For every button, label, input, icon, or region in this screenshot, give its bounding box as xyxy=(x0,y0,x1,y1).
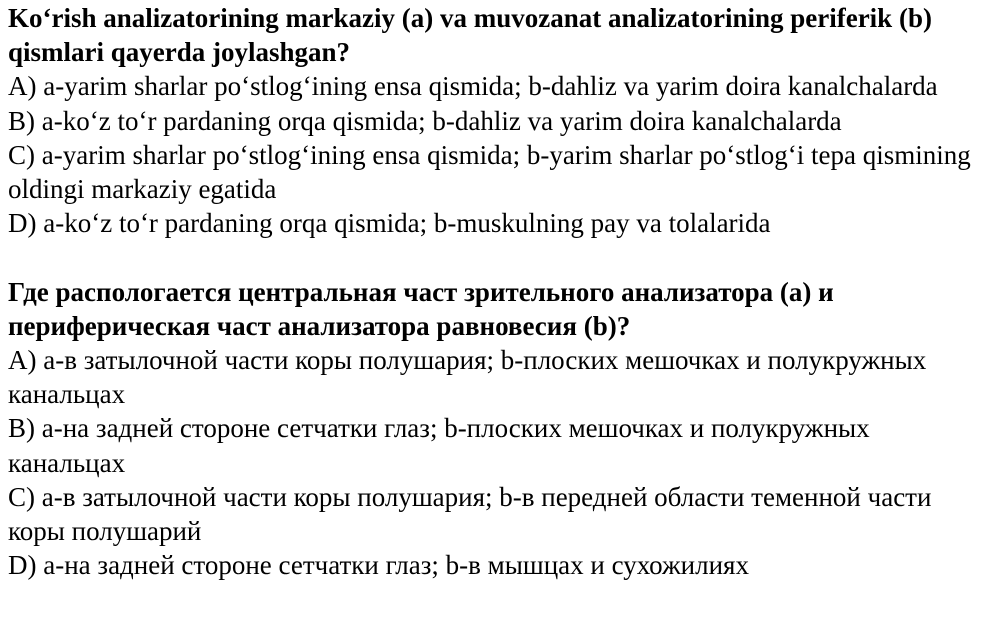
answer-option-d: D) a-ko‘z to‘r pardaning orqa qismida; b-muskulning pay va tolalarida xyxy=(8,208,771,239)
answer-option-c: С) а-в затылочной части коры полушария; b-в передней области теменной части коры полушарий xyxy=(8,481,932,547)
answer-option-b: В) а-на задней стороне сетчатки глаз; b-плоских мешочках и полукружных канальцах xyxy=(8,413,870,478)
question-block-uz xyxy=(8,1,988,240)
answer-option-a: А) а-в затылочной части коры полушария; b-плоских мешочках и полукружных канальцах xyxy=(8,345,927,410)
question-block-ru xyxy=(8,275,988,583)
answer-option-b: B) a-ko‘z to‘r pardaning orqa qismida; b-dahliz va yarim doira kanalchalarda xyxy=(8,105,842,136)
question-text: Где распологается центральная част зрительного анализатора (а) и периферическая част анализатора равновесия (b)? xyxy=(8,276,834,341)
answer-option-a: A) a-yarim sharlar po‘stlog‘ining ensa qismida; b-dahliz va yarim doira kanalchalarda xyxy=(8,71,938,102)
answer-option-c: C) a-yarim sharlar po‘stlog‘ining ensa qismida; b-yarim sharlar po‘stlog‘i tepa qismining oldingi markaziy egatida xyxy=(8,139,971,205)
document-page xyxy=(8,1,988,582)
answer-option-d: D) а-на задней стороне сетчатки глаз; b-в мышцах и сухожилиях xyxy=(8,550,749,581)
blank-line xyxy=(8,240,988,274)
question-text: Ko‘rish analizatorining markaziy (a) va muvozanat analizatorining periferik (b) qismlari qayerda joylashgan? xyxy=(8,3,932,68)
